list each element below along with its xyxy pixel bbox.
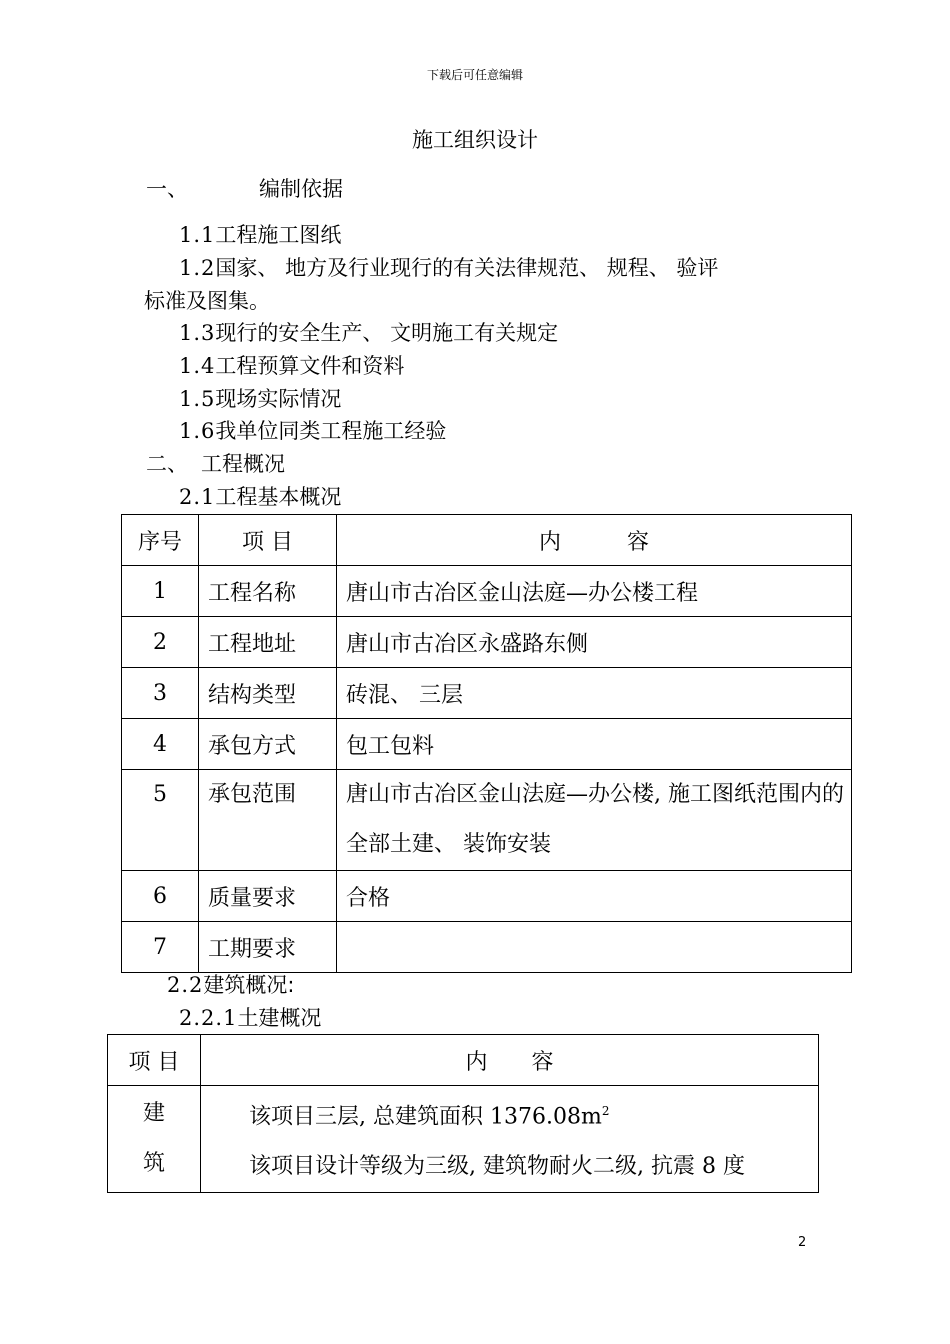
list-item: 1.6我单位同类工程施工经验 (179, 419, 447, 443)
list-item: 1.2国家、 地方及行业现行的有关法律规范、 规程、 验评 (179, 256, 719, 280)
civil-overview-table (107, 1034, 819, 1193)
table-row (122, 770, 852, 871)
row-number: 4 (122, 719, 199, 770)
row-content: 唐山市古冶区金山法庭—办公楼, 施工图纸范围内的全部土建、 装饰安装 (337, 770, 852, 871)
header-cell: 项 目 (108, 1035, 201, 1086)
page-number: 2 (798, 1235, 807, 1250)
row-item: 承包方式 (199, 719, 337, 770)
table-header-row (108, 1035, 819, 1086)
row-item: 质量要求 (199, 871, 337, 922)
header-cell: 内 容 (337, 515, 852, 566)
list-item: 1.5现场实际情况 (179, 387, 342, 411)
row-content: 唐山市古冶区金山法庭—办公楼工程 (337, 566, 852, 617)
row-number: 3 (122, 668, 199, 719)
table-header-row (122, 515, 852, 566)
row-item: 承包范围 (199, 770, 337, 871)
table-row (122, 617, 852, 668)
list-item: 1.3现行的安全生产、 文明施工有关规定 (179, 321, 559, 345)
table-row (122, 922, 852, 973)
list-item: 1.4工程预算文件和资料 (179, 354, 405, 378)
row-number: 2 (122, 617, 199, 668)
row-label: 建 筑 (108, 1086, 201, 1193)
row-number: 7 (122, 922, 199, 973)
header-cell: 内 容 (201, 1035, 819, 1086)
header-cell: 序号 (122, 515, 199, 566)
list-item-continuation: 标准及图集。 (144, 289, 270, 313)
table-row (122, 566, 852, 617)
row-content: 唐山市古冶区永盛路东侧 (337, 617, 852, 668)
row-content: 砖混、 三层 (337, 668, 852, 719)
subsection-2-2-1: 2.2.1土建概况 (179, 1006, 322, 1030)
row-number: 6 (122, 871, 199, 922)
row-content: 合格 (337, 871, 852, 922)
table-row (122, 719, 852, 770)
row-number: 5 (122, 770, 199, 871)
document-title: 施工组织设计 (412, 128, 538, 152)
project-overview-table (121, 514, 852, 973)
row-item: 工程地址 (199, 617, 337, 668)
page-header: 下载后可任意编辑 (426, 68, 523, 82)
row-item: 结构类型 (199, 668, 337, 719)
row-number: 1 (122, 566, 199, 617)
table-row (122, 668, 852, 719)
row-content: 该项目三层, 总建筑面积 $1376.08m^2$ 该项目设计等级为三级, 建筑物耐火二级, 抗震 8 度 (201, 1086, 819, 1193)
section2-heading: 工程概况 (201, 452, 285, 476)
subsection-2-1: 2.1工程基本概况 (179, 485, 342, 509)
row-content: 包工包料 (337, 719, 852, 770)
table-row (108, 1086, 819, 1193)
row-content (337, 922, 852, 973)
section1-number: 一、 (146, 177, 188, 201)
list-item: 1.1工程施工图纸 (179, 223, 342, 247)
subsection-2-2: 2.2建筑概况: (167, 973, 295, 997)
header-cell: 项 目 (199, 515, 337, 566)
row-item: 工期要求 (199, 922, 337, 973)
section2-number: 二、 (146, 452, 188, 476)
table-row (122, 871, 852, 922)
section1-heading: 编制依据 (259, 177, 343, 201)
row-item: 工程名称 (199, 566, 337, 617)
